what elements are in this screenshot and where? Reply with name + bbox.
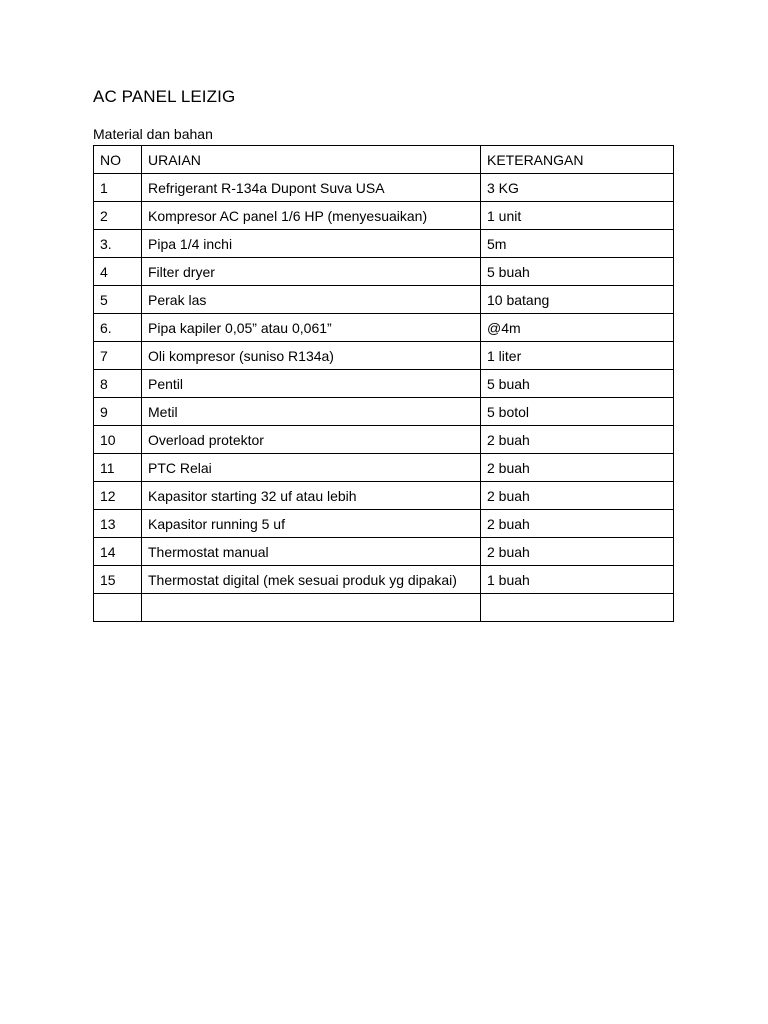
table-row [94, 538, 674, 566]
cell-uraian: Metil [142, 398, 481, 426]
cell-keterangan: @4m [481, 314, 674, 342]
cell-keterangan: 1 unit [481, 202, 674, 230]
cell-no: 13 [94, 510, 142, 538]
cell-keterangan: 2 buah [481, 510, 674, 538]
table-header-row [94, 146, 674, 174]
cell-no: 9 [94, 398, 142, 426]
cell-keterangan [481, 594, 674, 622]
material-table [93, 145, 674, 622]
table-row [94, 286, 674, 314]
cell-keterangan: 2 buah [481, 482, 674, 510]
cell-keterangan: 2 buah [481, 454, 674, 482]
cell-keterangan: 10 batang [481, 286, 674, 314]
cell-uraian: Perak las [142, 286, 481, 314]
table-row [94, 370, 674, 398]
cell-uraian: Kompresor AC panel 1/6 HP (menyesuaikan) [142, 202, 481, 230]
cell-uraian: Kapasitor starting 32 uf atau lebih [142, 482, 481, 510]
table-row [94, 202, 674, 230]
cell-no: 7 [94, 342, 142, 370]
cell-no: 11 [94, 454, 142, 482]
cell-keterangan: 5m [481, 230, 674, 258]
table-row [94, 258, 674, 286]
table-row [94, 342, 674, 370]
cell-no: 5 [94, 286, 142, 314]
cell-keterangan: 5 botol [481, 398, 674, 426]
cell-keterangan: 2 buah [481, 426, 674, 454]
cell-no: 6. [94, 314, 142, 342]
cell-no: 3. [94, 230, 142, 258]
table-row [94, 426, 674, 454]
header-uraian: URAIAN [142, 146, 481, 174]
cell-keterangan: 3 KG [481, 174, 674, 202]
table-row [94, 174, 674, 202]
cell-uraian: Oli kompresor (suniso R134a) [142, 342, 481, 370]
header-no: NO [94, 146, 142, 174]
table-row [94, 510, 674, 538]
cell-no: 14 [94, 538, 142, 566]
cell-keterangan: 5 buah [481, 370, 674, 398]
cell-no [94, 594, 142, 622]
cell-keterangan: 1 buah [481, 566, 674, 594]
cell-keterangan: 1 liter [481, 342, 674, 370]
table-row [94, 482, 674, 510]
cell-no: 8 [94, 370, 142, 398]
cell-uraian [142, 594, 481, 622]
table-row [94, 454, 674, 482]
cell-uraian: Kapasitor running 5 uf [142, 510, 481, 538]
cell-no: 15 [94, 566, 142, 594]
cell-no: 12 [94, 482, 142, 510]
table-row [94, 314, 674, 342]
cell-no: 1 [94, 174, 142, 202]
table-row [94, 230, 674, 258]
cell-uraian: Thermostat manual [142, 538, 481, 566]
cell-uraian: Overload protektor [142, 426, 481, 454]
cell-uraian: Filter dryer [142, 258, 481, 286]
table-row-empty [94, 594, 674, 622]
cell-uraian: PTC Relai [142, 454, 481, 482]
table-row [94, 566, 674, 594]
document-title: AC PANEL LEIZIG [93, 87, 236, 106]
cell-uraian: Pentil [142, 370, 481, 398]
cell-keterangan: 5 buah [481, 258, 674, 286]
cell-uraian: Thermostat digital (mek sesuai produk yg dipakai) [142, 566, 481, 594]
header-keterangan: KETERANGAN [481, 146, 674, 174]
cell-keterangan: 2 buah [481, 538, 674, 566]
document-subtitle: Material dan bahan [93, 126, 213, 142]
table-row [94, 398, 674, 426]
cell-no: 10 [94, 426, 142, 454]
cell-no: 4 [94, 258, 142, 286]
cell-uraian: Refrigerant R-134a Dupont Suva USA [142, 174, 481, 202]
cell-uraian: Pipa 1/4 inchi [142, 230, 481, 258]
cell-uraian: Pipa kapiler 0,05” atau 0,061” [142, 314, 481, 342]
cell-no: 2 [94, 202, 142, 230]
